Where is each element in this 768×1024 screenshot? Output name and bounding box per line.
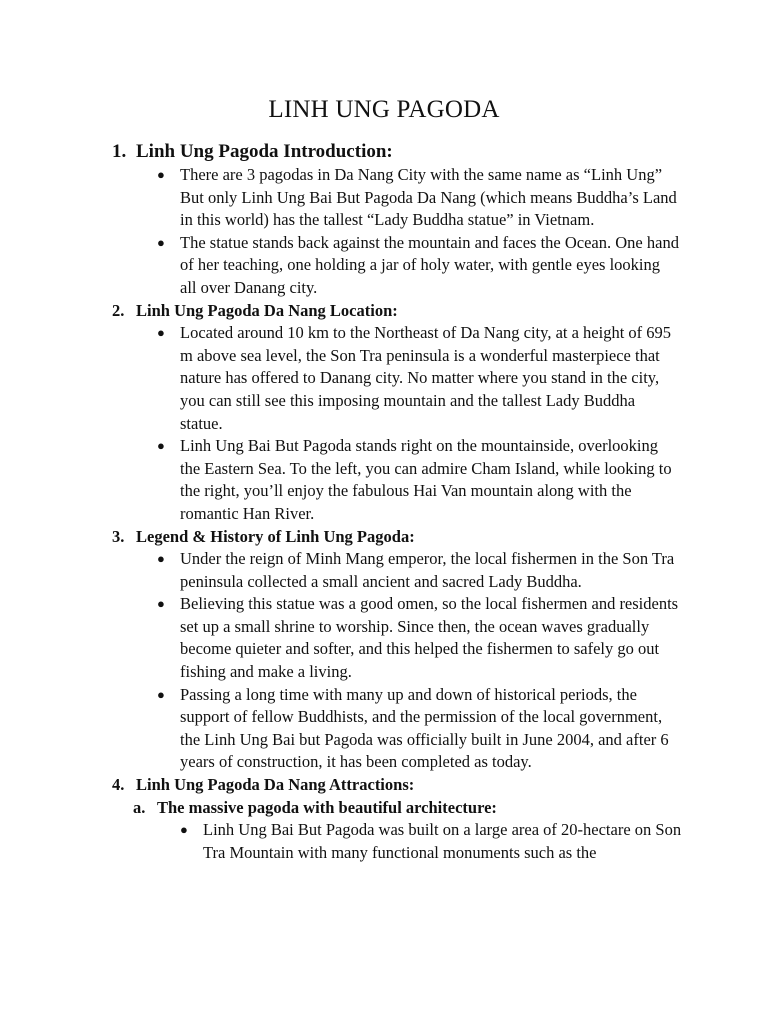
bullet-text: Located around 10 km to the Northeast of Da Nang city, at a height of 695 m above sea level, the Son Tra peninsula is a wonderful masterpiece that nature has offered to Danang city. No matter where you stand in the city, you can still see this imposing mountain and the tallest Lady Buddha statue. (180, 323, 672, 433)
subsection-title: The massive pagoda with beautiful architecture: (157, 797, 497, 817)
bullet-text: Linh Ung Bai But Pagoda stands right on the mountainside, overlooking the Eastern Sea. To the left, you can admire Cham Island, while looking to the right, you’ll enjoy the fabulous Hai Van mountain along with the romantic Han River. (180, 436, 672, 523)
bullet-text: Under the reign of Minh Mang emperor, the local fishermen in the Son Tra peninsula collected a small ancient and sacred Lady Buddha. (180, 549, 675, 591)
section-title: Linh Ung Pagoda Da Nang Location: (136, 300, 398, 320)
list-item (112, 548, 692, 593)
list-item (112, 593, 692, 683)
bullet-icon: ● (157, 551, 165, 567)
section-number: 4. (112, 775, 125, 795)
bullet-list (112, 164, 692, 300)
list-item (112, 164, 692, 232)
section-location (112, 300, 692, 526)
list-item (112, 684, 692, 774)
bullet-text: Believing this statue was a good omen, so the local fishermen and residents set up a small shrine to worship. Since then, the ocean waves gradually become quieter and softer, and this helped the fishermen to safely go out fishing and make a living. (180, 594, 679, 682)
section-introduction (112, 140, 692, 300)
bullet-icon: ● (157, 686, 165, 702)
bullet-text: Linh Ung Bai But Pagoda was built on a large area of 20-hectare on Son Tra Mountain with many functional monuments such as the (203, 820, 682, 862)
bullet-icon: ● (157, 596, 165, 612)
bullet-icon: ● (157, 325, 165, 341)
document-title: LINH UNG PAGODA (268, 96, 500, 123)
section-number: 1. (112, 141, 127, 162)
list-item (112, 322, 692, 435)
bullet-icon: ● (157, 234, 165, 250)
section-title: Linh Ung Pagoda Introduction: (136, 141, 393, 162)
subsection-heading (112, 797, 692, 820)
bullet-text: The statue stands back against the mountain and faces the Ocean. One hand of her teaching, one holding a jar of holy water, with gentle eyes looking all over Danang city. (180, 232, 679, 297)
section-attractions (112, 774, 692, 864)
document-body (112, 140, 692, 864)
list-item (112, 232, 692, 300)
section-legend-history (112, 526, 692, 775)
bullet-text: There are 3 pagodas in Da Nang City with the same name as “Linh Ung” But only Linh Ung Bai But Pagoda Da Nang (which means Buddha’s Land in this world) has the tallest “Lady Buddha statue” in Vietnam. (180, 165, 677, 230)
section-heading (112, 300, 692, 323)
section-number: 3. (112, 526, 125, 546)
section-title: Linh Ung Pagoda Da Nang Attractions: (136, 775, 415, 795)
bullet-icon: ● (157, 167, 165, 182)
section-number: 2. (112, 300, 125, 320)
bullet-icon: ● (180, 822, 188, 838)
subsection-letter: a. (133, 797, 146, 817)
section-heading (112, 526, 692, 549)
section-heading (112, 140, 692, 164)
bullet-text: Passing a long time with many up and down of historical periods, the support of fellow Buddhists, and the permission of the local government, the Linh Ung Bai but Pagoda was officially built in June 2004, and after 6 years of construction, it has been completed as today. (180, 684, 669, 772)
bullet-list (112, 548, 692, 774)
bullet-icon: ● (157, 438, 165, 454)
section-title: Legend & History of Linh Ung Pagoda: (136, 526, 415, 546)
bullet-list (112, 322, 692, 525)
list-item (112, 435, 692, 525)
section-heading (112, 774, 692, 797)
list-item (112, 819, 692, 864)
bullet-list (112, 819, 692, 864)
